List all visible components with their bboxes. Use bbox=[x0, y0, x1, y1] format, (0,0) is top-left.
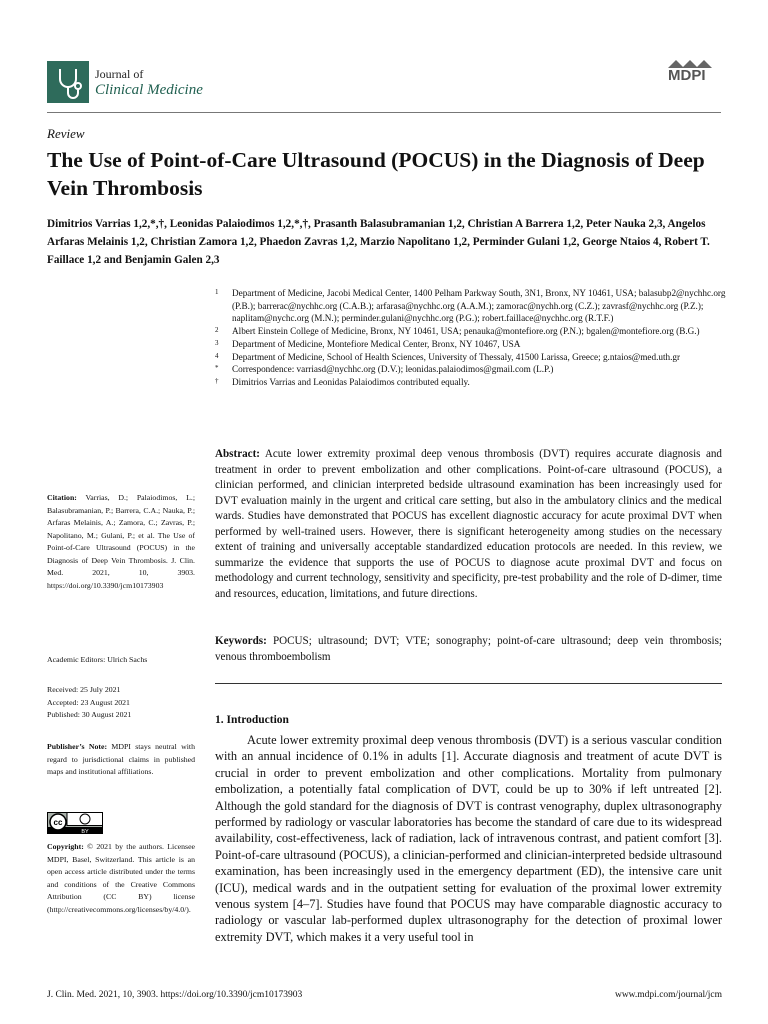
affiliation-1 bbox=[215, 287, 735, 325]
cc-by-license-icon[interactable] bbox=[47, 812, 103, 834]
affiliations bbox=[215, 287, 735, 389]
equal-contribution-note bbox=[215, 376, 735, 389]
publisher-logo-text: MDPI bbox=[668, 67, 706, 84]
correspondence bbox=[215, 363, 735, 376]
affiliation-2 bbox=[215, 325, 735, 338]
academic-editors: Academic Editors: Ulrich Sachs bbox=[47, 655, 148, 664]
affiliation-text: Department of Medicine, Jacobi Medical Center, 1400 Pelham Parkway South, 3N1, Bronx, NY 10461, USA; balasubp2@nychhc.org (P.B.); barrerac@nychhc.org (C.A.B.); arfarasa@nychhc.org (A.A.M.); zamorac@nychh.org (C.Z.); zavrasf@nychhc.org (P.Z.); naplitam@nychc.org (M.N.); perminder.gulani@nychhc.org (P.G.); robert.faillace@nychhc.org (R.T.F.) bbox=[232, 288, 726, 324]
abstract-label: Abstract: bbox=[215, 448, 260, 460]
abstract-divider bbox=[215, 683, 722, 684]
author-list: Dimitrios Varrias 1,2,*,†, Leonidas Palaiodimos 1,2,*,†, Prasanth Balasubramanian 1,2, Christian A Barrera 1,2, Peter Nauka 2,3, Angelos Arfaras Melainis 1,2, Christian Zamora 1,2, Phaedon Zavras 1,2, Marzio Napolitano 1,2, Perminder Gulani 1,2, George Ntaios 4, Robert T. Faillace 1,2 and Benjamin Galen 2,3 bbox=[47, 218, 710, 266]
copyright-label: Copyright: bbox=[47, 842, 84, 851]
affiliation-marker: 3 bbox=[215, 338, 219, 347]
abstract-text: Acute lower extremity proximal deep venous thrombosis (DVT) requires accurate diagnosis and treatment in order to prevent embolization and other complications. Point-of-care ultrasound (POCUS), a clinician performed, and clinician interpreted bedside ultrasound examination has been increasingly used for DVT evaluation mainly in the urgent and critical care setting, but also in the ambulatory clinics and the medical wards. Studies have demonstrated that POCUS has excellent diagnostic accuracy for acute proximal DVT when performed by well-trained users. However, there is significant heterogeneity among studies on the necessary extent of training and universally acceptable standardized education protocols are needed. In this review, we summarize the evidence that supports the use of POCUS to diagnose acute proximal DVT and focus on methodology and current technology, sensitivity and specificity, pre-test probability and the role of D-dimer, time and resources, education, limitations, and future directions. bbox=[215, 448, 722, 600]
affiliation-text: Department of Medicine, School of Health Sciences, University of Thessaly, 41500 Larissa, Greece; g.ntaios@med.uth.gr bbox=[232, 351, 681, 362]
journal-of-label: Journal of bbox=[95, 67, 144, 81]
affiliation-text: Department of Medicine, Montefiore Medical Center, Bronx, NY 10467, USA bbox=[232, 338, 521, 349]
journal-name: Clinical Medicine bbox=[95, 82, 203, 98]
keywords-label: Keywords: bbox=[215, 635, 267, 647]
publishers-note-text: MDPI stays neutral with regard to jurisdictional claims in published maps and institutional affiliations. bbox=[47, 742, 195, 776]
affiliation-marker: † bbox=[215, 376, 219, 385]
affiliation-marker: * bbox=[215, 364, 219, 373]
body-paragraph: Acute lower extremity proximal deep venous thrombosis (DVT) is a serious vascular condition with an annual incidence of 0.1% in adults [1]. Accurate diagnosis and treatment of acute DVT is crucial in order to prevent embolization and other complications. Mortality from pulmonary embolization, a potentially fatal complication of DVT, could be up to 30% if left untreated [2]. Although the gold standard for the diagnosis of DVT is contrast venography, duplex ultrasonography performed by radiology or vascular laboratories has become the standard of care due to its widespread availability, cost-effectiveness, lack of radiation, lack of intravenous contrast, and patient comfort [3]. Point-of-care ultrasound (POCUS), a clinician-performed and clinician-interpreted bedside ultrasound examination, has been increasingly used in the emergency department (ED), the intensive care unit (ICU), medical wards and in the outpatient setting for evaluation of the proximal lower extremity venous system [4–7]. Studies have found that POCUS may have comparable diagnostic accuracy to radiology or vascular lab-performed duplex ultrasonography for the detection of proximal lower extremity DVT, which makes it a very useful tool in bbox=[215, 733, 722, 944]
footer-journal-url[interactable]: www.mdpi.com/journal/jcm bbox=[614, 990, 722, 1000]
citation-block bbox=[47, 492, 195, 592]
copyright-text: © 2021 by the authors. Licensee MDPI, Basel, Switzerland. This article is an open access article distributed under the terms and conditions of the Creative Commons Attribution (CC BY) license (http://creativecommons.org/licenses/by/4.0/). bbox=[47, 842, 195, 914]
accepted-date: Accepted: 23 August 2021 bbox=[47, 697, 130, 707]
affiliation-text: Dimitrios Varrias and Leonidas Palaiodimos contributed equally. bbox=[232, 376, 470, 387]
affiliation-4 bbox=[215, 351, 735, 364]
journal-logo bbox=[47, 61, 89, 103]
stethoscope-icon bbox=[47, 61, 89, 103]
by-text: BY bbox=[81, 829, 89, 834]
received-date: Received: 25 July 2021 bbox=[47, 685, 121, 694]
affiliation-marker: 4 bbox=[215, 351, 219, 360]
article-title: The Use of Point-of-Care Ultrasound (POCUS) in the Diagnosis of Deep Vein Thrombosis bbox=[47, 148, 705, 200]
keywords bbox=[215, 634, 722, 665]
publication-dates bbox=[47, 684, 195, 722]
affiliation-3 bbox=[215, 338, 735, 351]
affiliation-marker: 2 bbox=[215, 326, 219, 335]
publishers-note bbox=[47, 741, 195, 779]
section-heading: 1. Introduction bbox=[215, 714, 289, 726]
copyright-block bbox=[47, 841, 195, 916]
publishers-note-label: Publisher’s Note: bbox=[47, 742, 108, 751]
header-divider bbox=[47, 112, 721, 113]
keywords-text: POCUS; ultrasound; DVT; VTE; sonography; point-of-care ultrasound; deep vein thrombosis; venous thromboembolism bbox=[215, 635, 722, 663]
citation-label: Citation: bbox=[47, 493, 77, 502]
citation-text: Varrias, D.; Palaiodimos, L.; Balasubramanian, P.; Barrera, C.A.; Nauka, P.; Arfaras Melainis, A.; Zamora, C.; Zavras, P.; Napolitano, M.; Gulani, P.; et al. The Use of Point-of-Care Ultrasound (POCUS) in the Diagnosis of Deep Vein Thrombosis. J. Clin. Med. 2021, 10, 3903. https://doi.org/10.3390/jcm10173903 bbox=[47, 493, 195, 590]
footer-citation: J. Clin. Med. 2021, 10, 3903. https://doi.org/10.3390/jcm10173903 bbox=[47, 990, 303, 1000]
cc-text: cc bbox=[53, 818, 63, 827]
published-date: Published: 30 August 2021 bbox=[47, 710, 132, 719]
affiliation-text: Correspondence: varriasd@nychhc.org (D.V.); leonidas.palaiodimos@gmail.com (L.P.) bbox=[232, 364, 554, 375]
abstract bbox=[215, 447, 722, 602]
affiliation-text: Albert Einstein College of Medicine, Bronx, NY 10461, USA; penauka@montefiore.org (P.N.); bgalen@montefiore.org (B.G.) bbox=[232, 326, 700, 337]
article-type: Review bbox=[47, 126, 85, 141]
affiliation-marker: 1 bbox=[215, 288, 219, 296]
